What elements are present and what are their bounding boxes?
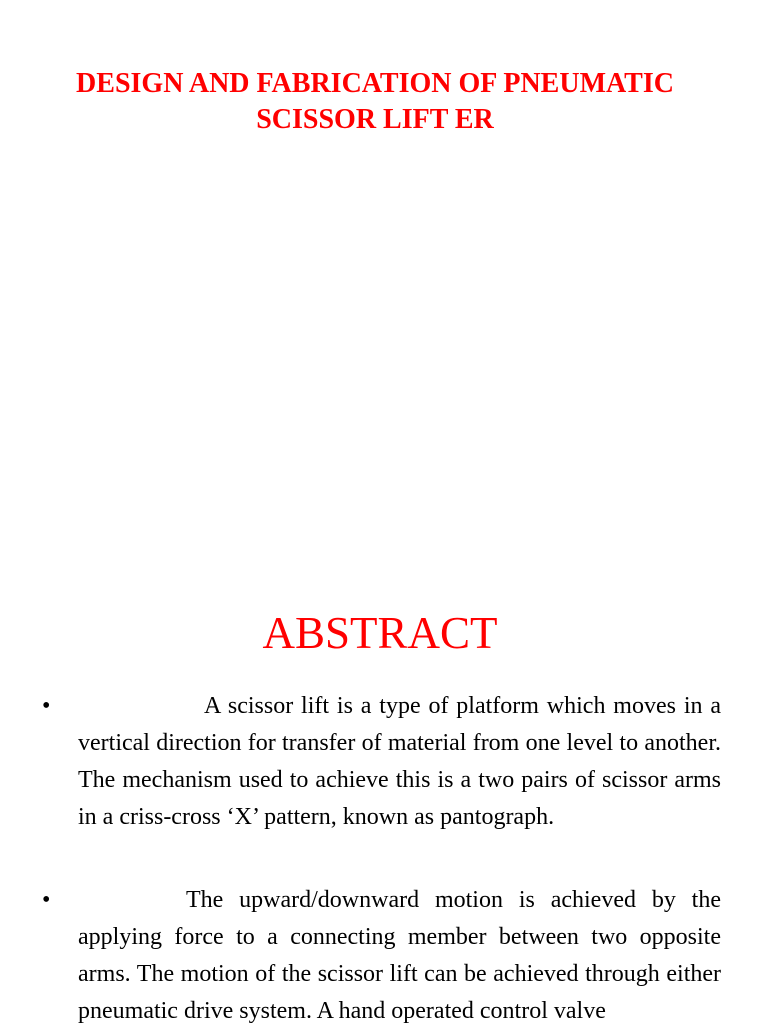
abstract-heading: ABSTRACT: [262, 608, 498, 658]
bullet-item: [0, 688, 768, 836]
slide-title-line-1: DESIGN AND FABRICATION OF PNEUMATIC: [76, 68, 674, 99]
bullet-marker: •: [42, 887, 51, 913]
bullet-marker: •: [42, 693, 51, 719]
slide-title-line-2: SCISSOR LIFT ER: [256, 104, 494, 135]
abstract-bullet-list: [0, 688, 768, 1024]
slide-title: [20, 66, 730, 138]
bullet-text: The upward/downward motion is achieved by the applying force to a connecting member between two opposite arms. The motion of the scissor lift can be achieved through either pneumatic drive system. A hand operated control valve: [78, 887, 721, 1024]
bullet-item: [0, 882, 768, 1024]
bullet-text: A scissor lift is a type of platform which moves in a vertical direction for transfer of material from one level to another. The mechanism used to achieve this is a two pairs of scissor arms in a criss-cross ‘X’ pattern, known as pantograph.: [78, 693, 721, 830]
